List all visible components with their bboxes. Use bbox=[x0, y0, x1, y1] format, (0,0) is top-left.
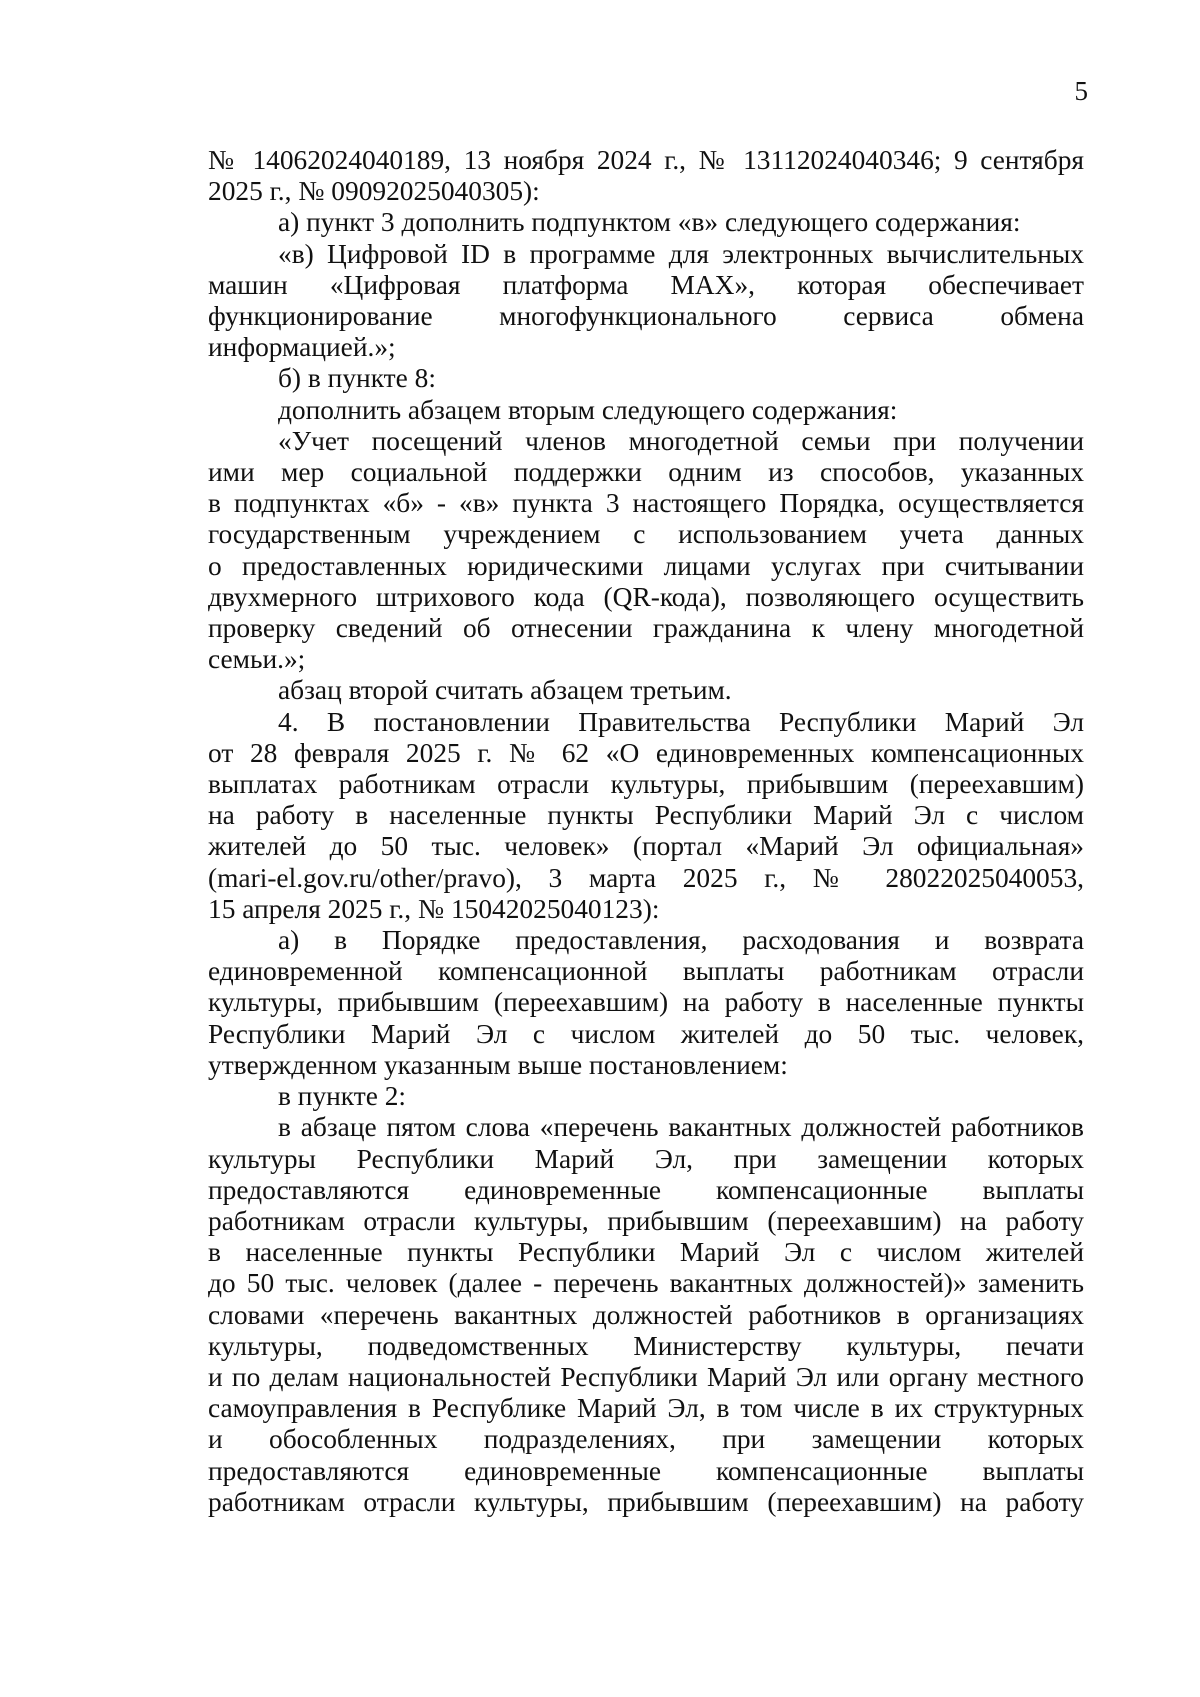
text-line: культуры, прибывшим (переехавшим) на работу в населенные пункты bbox=[208, 987, 1084, 1018]
text-line: словами «перечень вакантных должностей работников в организациях bbox=[208, 1299, 1084, 1330]
text-line: самоуправления в Республике Марий Эл, в том числе в их структурных bbox=[208, 1393, 1084, 1424]
text-line: Республики Марий Эл с числом жителей до 50 тыс. человек, bbox=[208, 1018, 1084, 1049]
text-line: жителей до 50 тыс. человек» (портал «Марий Эл официальная» bbox=[208, 831, 1084, 862]
text-line: работникам отрасли культуры, прибывшим (переехавшим) на работу bbox=[208, 1205, 1084, 1236]
text-line: и обособленных подразделениях, при замещении которых bbox=[208, 1424, 1084, 1455]
text-line: «Учет посещений членов многодетной семьи при получении bbox=[278, 425, 1084, 456]
text-line: в абзаце пятом слова «перечень вакантных должностей работников bbox=[278, 1112, 1084, 1143]
text-line: семьи.»; bbox=[208, 644, 306, 675]
text-line: б) в пункте 8: bbox=[278, 363, 436, 394]
text-line: машин «Цифровая платформа МАХ», которая обеспечивает bbox=[208, 269, 1084, 300]
text-line: а) в Порядке предоставления, расходования и возврата bbox=[278, 925, 1084, 956]
text-line: № 14062024040189, 13 ноября 2024 г., № 13112024040346; 9 сентября bbox=[208, 145, 1084, 175]
text-line: о предоставленных юридическими лицами услугах при считывании bbox=[208, 550, 1084, 581]
text-line: утвержденном указанным выше постановлением: bbox=[208, 1049, 788, 1080]
text-line: а) пункт 3 дополнить подпунктом «в» следующего содержания: bbox=[278, 207, 1021, 238]
text-line: «в) Цифровой ID в программе для электронных вычислительных bbox=[278, 238, 1084, 269]
text-line: выплатах работникам отрасли культуры, прибывшим (переехавшим) bbox=[208, 769, 1084, 800]
text-line: двухмерного штрихового кода (QR-кода), позволяющего осуществить bbox=[208, 581, 1084, 612]
text-line: в населенные пункты Республики Марий Эл с числом жителей bbox=[208, 1237, 1084, 1268]
text-line: единовременной компенсационной выплаты работникам отрасли bbox=[208, 956, 1084, 987]
text-line: 2025 г., № 09092025040305): bbox=[208, 176, 540, 207]
page-number: 5 bbox=[1074, 76, 1088, 106]
text-line: функционирование многофункционального сервиса обмена bbox=[208, 301, 1084, 332]
text-line: предоставляются единовременные компенсационные выплаты bbox=[208, 1455, 1084, 1486]
text-line: в подпунктах «б» - «в» пункта 3 настоящего Порядка, осуществляется bbox=[208, 488, 1084, 519]
document-body bbox=[208, 145, 1084, 1518]
text-line: проверку сведений об отнесении гражданина к члену многодетной bbox=[208, 613, 1084, 644]
text-line: государственным учреждением с использованием учета данных bbox=[208, 519, 1084, 550]
text-line: информацией.»; bbox=[208, 332, 396, 363]
text-line: дополнить абзацем вторым следующего содержания: bbox=[278, 394, 898, 425]
text-line: на работу в населенные пункты Республики Марий Эл с числом bbox=[208, 800, 1084, 831]
text-line: от 28 февраля 2025 г. № 62 «О единовременных компенсационных bbox=[208, 737, 1084, 768]
text-line: культуры, подведомственных Министерству культуры, печати bbox=[208, 1330, 1084, 1361]
text-line: (mari-el.gov.ru/other/pravo), 3 марта 2025 г., № 28022025040053, bbox=[208, 862, 1084, 893]
text-line: в пункте 2: bbox=[278, 1081, 407, 1112]
text-line: и по делам национальностей Республики Марий Эл или органу местного bbox=[208, 1361, 1084, 1392]
text-line: абзац второй считать абзацем третьим. bbox=[278, 675, 732, 706]
text-line: ими мер социальной поддержки одним из способов, указанных bbox=[208, 457, 1084, 488]
text-line: работникам отрасли культуры, прибывшим (переехавшим) на работу bbox=[208, 1486, 1084, 1517]
text-line: предоставляются единовременные компенсационные выплаты bbox=[208, 1174, 1084, 1205]
text-line: 15 апреля 2025 г., № 15042025040123): bbox=[208, 893, 660, 924]
text-line: культуры Республики Марий Эл, при замещении которых bbox=[208, 1143, 1084, 1174]
text-line: 4. В постановлении Правительства Республики Марий Эл bbox=[278, 706, 1084, 737]
text-line: до 50 тыс. человек (далее - перечень вакантных должностей)» заменить bbox=[208, 1268, 1084, 1299]
